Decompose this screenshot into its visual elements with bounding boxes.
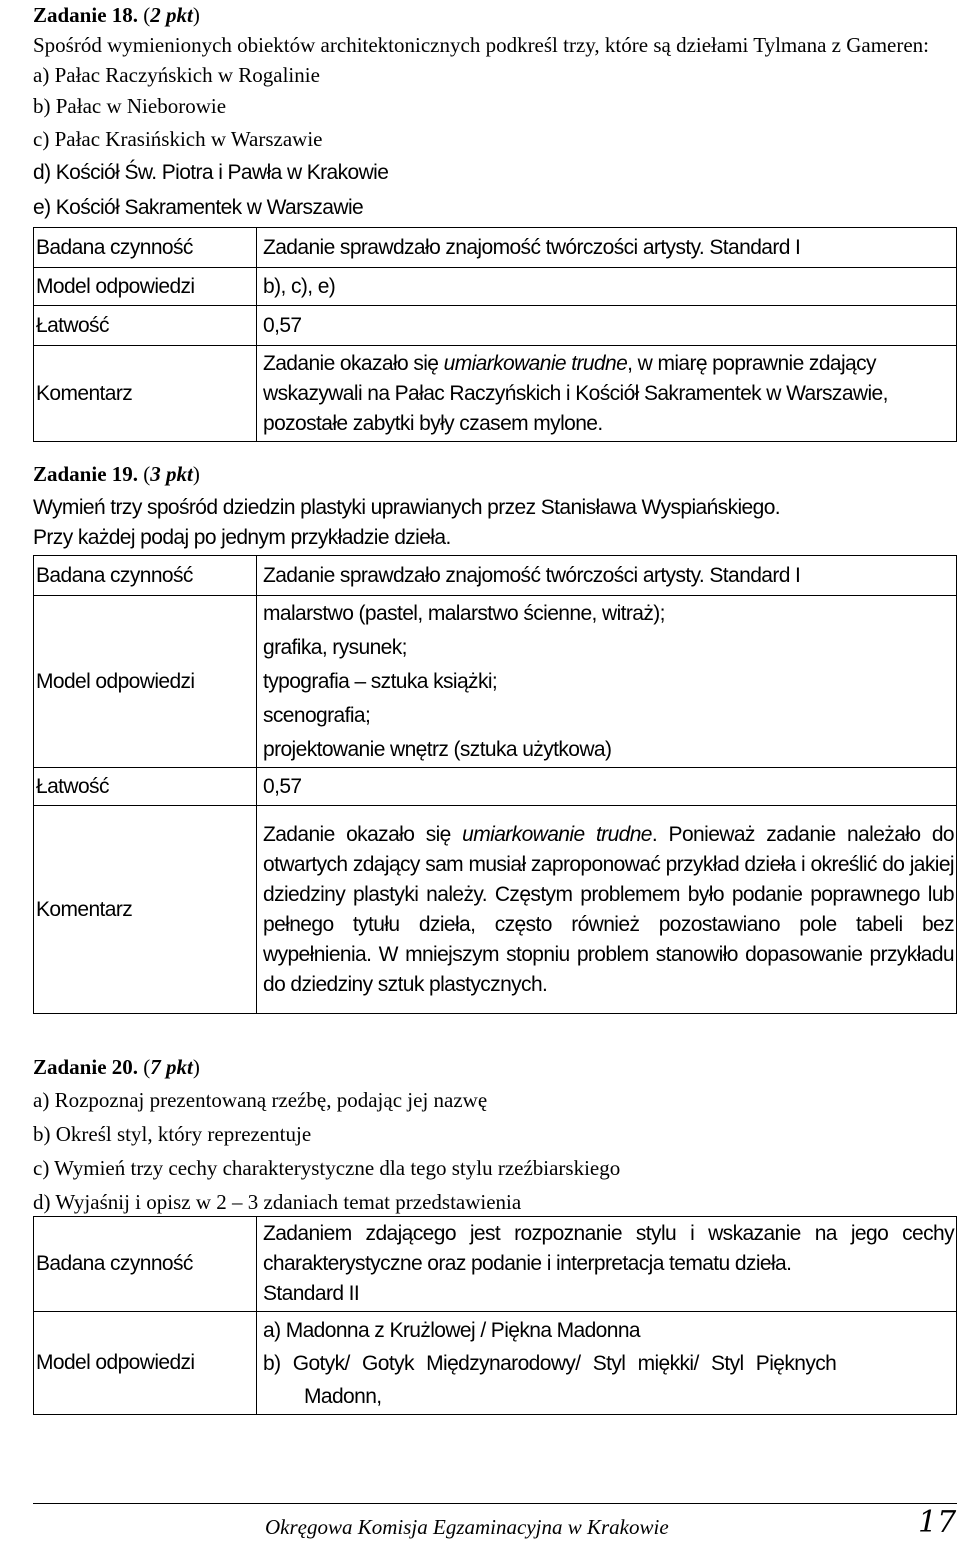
task-19-instruction-1: Wymień trzy spośród dziedzin plastyki uprawianych przez Stanisława Wyspiańskiego. [33,496,781,519]
task-19-komentarz-emphasis: umiarkowanie trudne [462,822,652,846]
task-20-title: Zadanie 20. [33,1055,139,1079]
task-18-option-b: b) Pałac w Nieborowie [33,94,227,118]
task-18-table [33,227,957,442]
task-20-model-a: a) Madonna z Krużlowej / Piękna Madonna [263,1318,640,1342]
task-20-model-value [257,1312,957,1415]
task-18-points: 2 pkt [150,3,193,27]
task-20-item-a: a) Rozpoznaj prezentowaną rzeźbę, podając jej nazwę [33,1088,488,1112]
task-19-heading: Zadanie 19. (3 pkt) [33,462,200,486]
task-19-latwosc-label: Łatwość [34,768,257,806]
page-number: 17 [918,1505,957,1540]
task-19-model-line: scenografia; [263,703,371,727]
task-19-latwosc-value: 0,57 [257,768,957,806]
task-18-option-e: e) Kościół Sakramentek w Warszawie [33,196,364,219]
task-19-table [33,555,957,1014]
task-20-badana-value: Zadaniem zdającego jest rozpoznanie stylu i wskazanie na jego cechy charakterystyczne oraz podanie i interpretacja tematu dzieła. Standard II [257,1217,957,1312]
task-18-option-c: c) Pałac Krasińskich w Warszawie [33,127,323,151]
task-20-model-b: b) Gotyk/ Gotyk Międzynarodowy/ Styl miękki/ Styl Pięknych [263,1351,837,1375]
task-18-latwosc-label: Łatwość [34,306,257,346]
task-18-option-a: a) Pałac Raczyńskich w Rogalinie [33,63,320,87]
footer-institution: Okręgowa Komisja Egzaminacyjna w Krakowie [265,1515,669,1539]
task-18-komentarz-label: Komentarz [34,346,257,442]
task-19-title: Zadanie 19. [33,462,139,486]
task-19-komentarz-label: Komentarz [34,806,257,1014]
task-20-heading: Zadanie 20. (7 pkt) [33,1055,200,1079]
footer-divider [33,1503,957,1504]
task-18-badana-label: Badana czynność [34,228,257,268]
task-20-table [33,1216,957,1415]
task-20-item-b: b) Określ styl, który reprezentuje [33,1122,312,1146]
task-20-model-label: Model odpowiedzi [34,1312,257,1415]
task-20-item-c: c) Wymień trzy cechy charakterystyczne dla tego stylu rzeźbiarskiego [33,1156,621,1180]
task-18-model-value: b), c), e) [257,268,957,306]
task-20-item-d: d) Wyjaśnij i opisz w 2 – 3 zdaniach temat przedstawienia [33,1190,522,1214]
task-18-komentarz-value: Zadanie okazało się umiarkowanie trudne, w miarę poprawnie zdający wskazywali na Pałac Raczyńskich i Kościół Sakramentek w Warszawie, pozostałe zabytki były czasem mylone. [257,346,957,442]
exam-report-page [33,0,957,1415]
task-19-model-value [257,596,957,768]
task-19-badana-label: Badana czynność [34,556,257,596]
task-20-badana-label: Badana czynność [34,1217,257,1312]
task-19-instruction-2: Przy każdej podaj po jednym przykładzie dzieła. [33,526,451,549]
task-19-model-line: projektowanie wnętrz (sztuka użytkowa) [263,737,612,761]
task-19-model-line: malarstwo (pastel, malarstwo ścienne, witraż); [263,601,665,625]
task-19-komentarz-value: Zadanie okazało się umiarkowanie trudne. Ponieważ zadanie należało do otwartych zdający sam musiał zaproponować przykład dzieła i określić do jakiej dziedziny plastyki należy. Częstym problemem było podanie poprawnego lub pełnego tytułu dzieła, często również pozostawiano pole tabeli bez wypełnienia. W mniejszym stopniu problem stanowiło dopasowanie przykładu do dziedziny sztuk plastycznych. [257,806,957,1014]
task-18-model-label: Model odpowiedzi [34,268,257,306]
task-18-instruction: Spośród wymienionych obiektów architektonicznych podkreśl trzy, które są dziełami Tylmana z Gameren: [33,33,930,57]
task-20-model-b-cont: Madonn, [304,1384,382,1408]
task-18-option-d: d) Kościół Św. Piotra i Pawła w Krakowie [33,161,389,184]
task-19-points: 3 pkt [150,462,193,486]
task-19-badana-value: Zadanie sprawdzało znajomość twórczości artysty. Standard I [257,556,957,596]
task-20-badana-standard: Standard II [263,1282,360,1305]
task-18-heading: Zadanie 18. (2 pkt) [33,3,200,27]
task-19-model-label: Model odpowiedzi [34,596,257,768]
task-19-model-line: typografia – sztuka książki; [263,669,498,693]
task-18-komentarz-emphasis: umiarkowanie trudne [443,351,628,375]
task-18-badana-value: Zadanie sprawdzało znajomość twórczości artysty. Standard I [257,228,957,268]
task-19-model-line: grafika, rysunek; [263,635,407,659]
task-18-latwosc-value: 0,57 [257,306,957,346]
task-18-title: Zadanie 18. [33,3,139,27]
task-20-points: 7 pkt [150,1055,193,1079]
